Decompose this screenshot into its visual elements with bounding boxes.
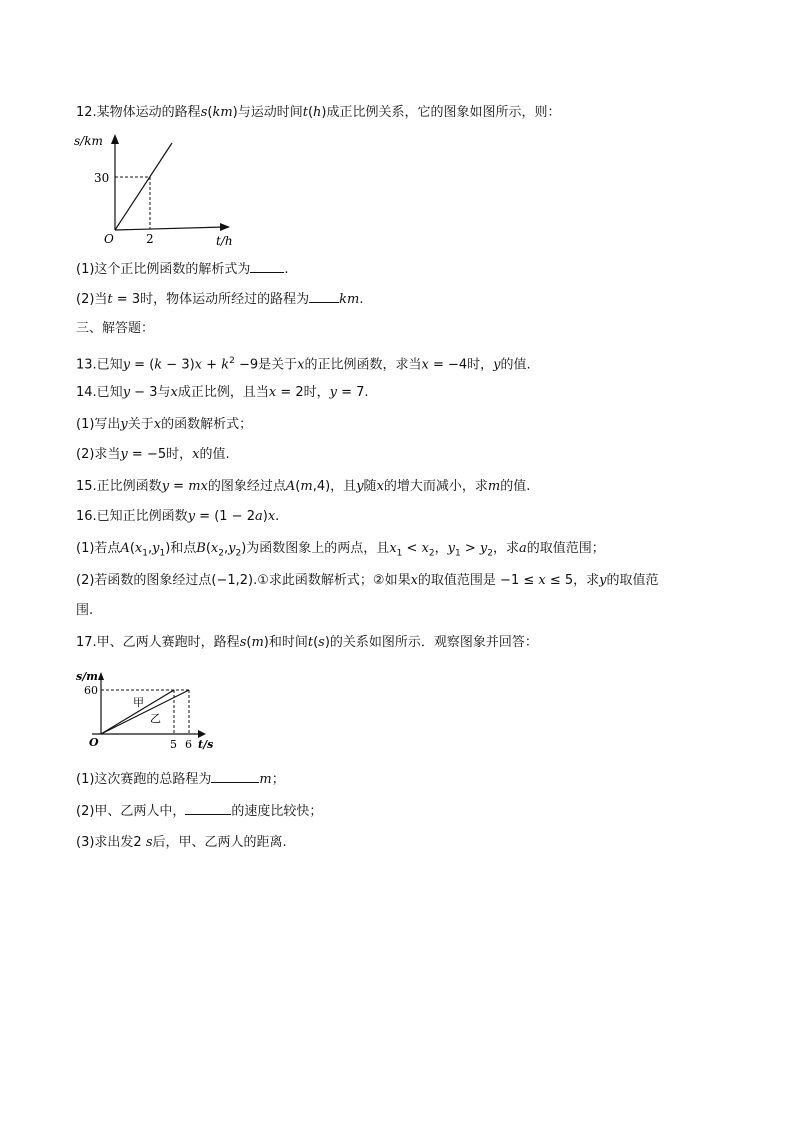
q13: 13.已知$y = (k - 3)x + k^2 -9$是关于x的正比例函数，求当x = −4时，y的值. [76, 356, 531, 373]
q17-line-jia-label: 甲 [133, 696, 144, 709]
q17-p3: (3)求出发2 s后，甲、乙两人的距离. [76, 835, 287, 850]
q16-p2b: 围. [76, 603, 94, 618]
q16-p1: (1)若点$A(x_1,y_1)$和点$B(x_2,y_2)$为函数图象上的两点，且$x_1 < x_2$，$y_1 > y_2$，求a的取值范围； [76, 541, 605, 559]
q12-graph-line [115, 143, 172, 230]
q14-stem: 14.已知y − 3与x成正比例，且当x = 2时，y = 7. [76, 385, 369, 400]
q17-xtick-5: 5 [170, 738, 177, 751]
q12-graph [72, 126, 242, 250]
q17-y-arrow [98, 672, 104, 680]
q17-x-arrow [198, 730, 206, 738]
q17-line-yi [101, 690, 189, 734]
q12-p1: (1)这个正比例函数的解析式为 . [76, 262, 289, 277]
q17-xtick-6: 6 [185, 738, 192, 751]
q14-p2: (2)求当y = −5时，x的值. [76, 447, 230, 462]
q17-p1: (1)这次赛跑的总路程为 m； [76, 772, 285, 787]
q12-x-axis [115, 227, 224, 230]
q17-stem: 17.甲、乙两人赛跑时，路程s(m)和时间t(s)的关系如图所示．观察图象并回答： [76, 635, 538, 650]
q12-x-arrow [220, 223, 230, 231]
q12-y-arrow [111, 134, 119, 144]
q17-ylabel: s/m [76, 670, 98, 683]
q12-origin: O [104, 232, 114, 246]
q12-xlabel: t/h [216, 234, 233, 248]
q12-ytick: 30 [94, 171, 110, 185]
q17-p2: (2)甲、乙两人中， 的速度比较快； [76, 804, 323, 819]
q16-p2a: (2)若函数的图象经过点(−1,2).①求此函数解析式；②如果x的取值范围是 −1 ≤ x ≤ 5，求y的取值范 [76, 573, 659, 588]
q12-p2: (2)当t = 3时，物体运动所经过的路程为 km. [76, 292, 364, 307]
section-title: 三、解答题： [76, 321, 155, 336]
q14-p1: (1)写出y关于x的函数解析式； [76, 417, 253, 432]
q17-xlabel: t/s [198, 738, 214, 751]
q16-stem: 16.已知正比例函数y = (1 − 2a)x. [76, 509, 280, 524]
q12-stem: 12.某物体运动的路程s(km)与运动时间t(h)成正比例关系，它的图象如图所示，则： [76, 105, 561, 120]
q17-origin: O [89, 736, 99, 749]
q17-line-yi-label: 乙 [150, 712, 161, 725]
q15: 15.正比例函数y = mx的图象经过点A(m,4)，且y随x的增大而减小，求m的值. [76, 479, 531, 494]
q17-graph [72, 668, 222, 752]
q17-ytick: 60 [84, 684, 98, 697]
q12-ylabel: s/km [74, 134, 103, 148]
q12-xtick: 2 [146, 232, 154, 246]
